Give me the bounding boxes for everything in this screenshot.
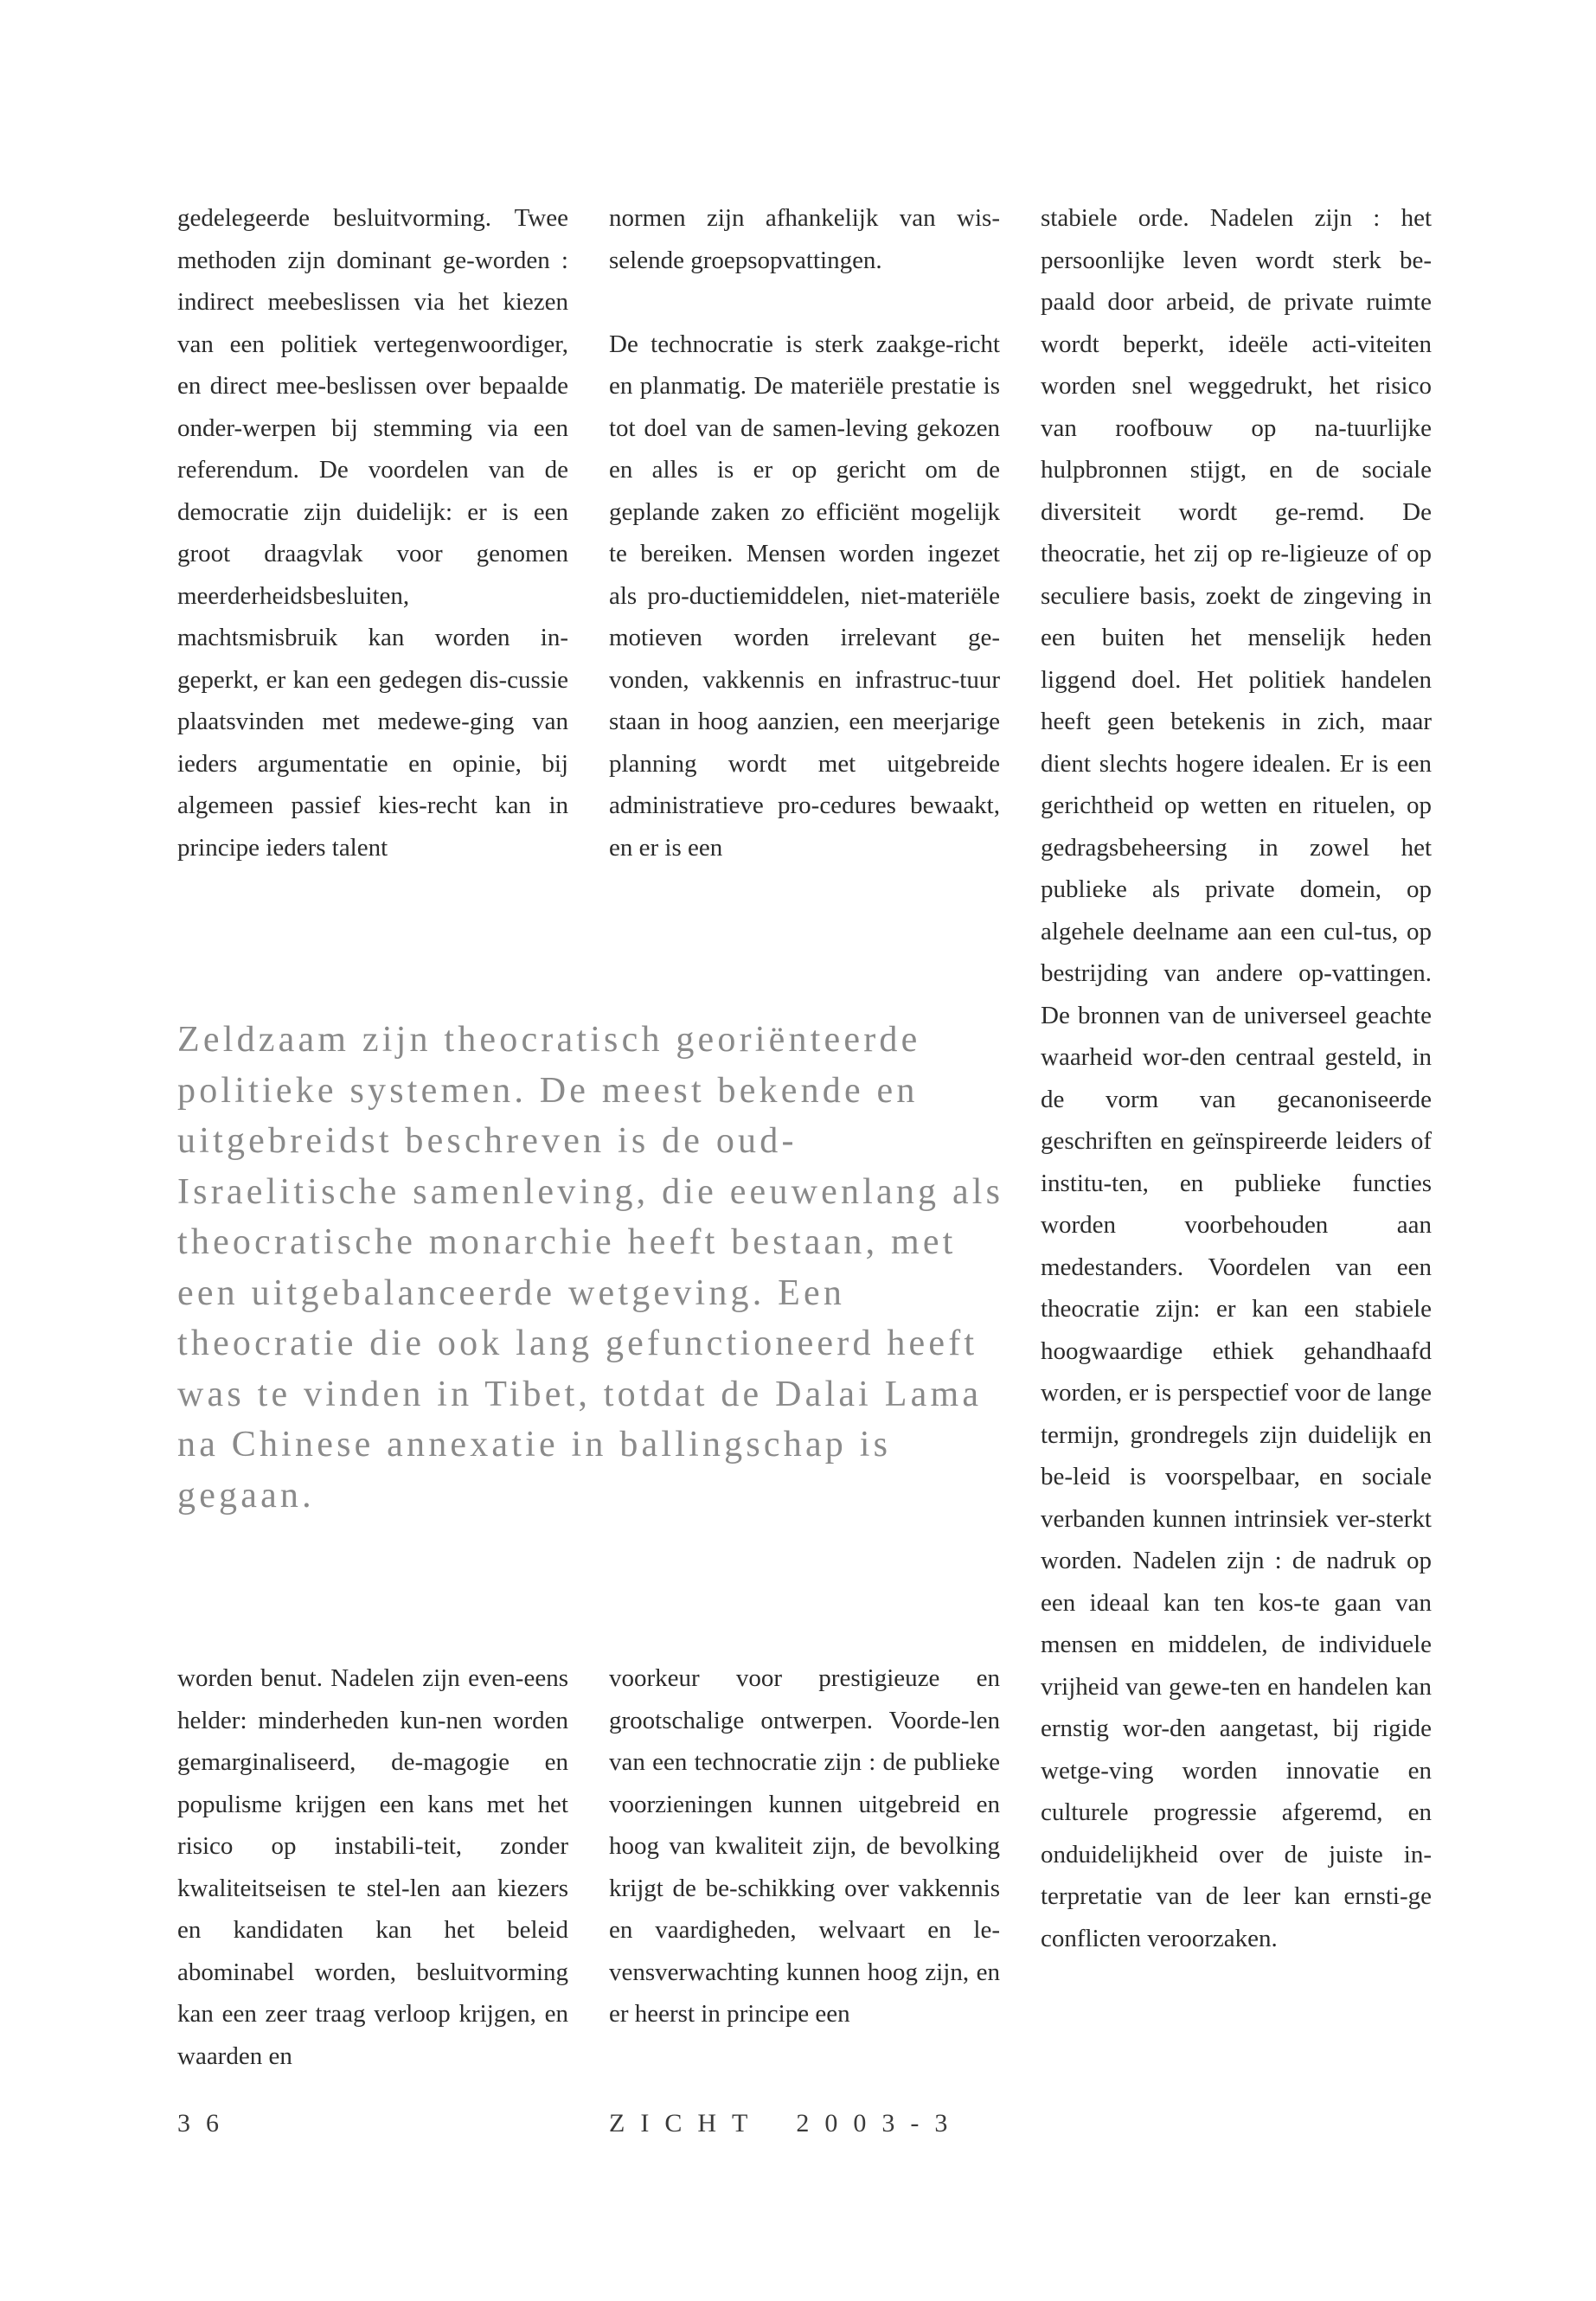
issue-number: 2003-3 xyxy=(796,2109,964,2138)
pull-quote: Zeldzaam zijn theocratisch georiënteerde politieke systemen. De meest bekende en uitgebreidst beschreven is de oud-Israelitische samenleving, die eeuwenlang als theocratische monarchie heeft bestaan, met een uitgebalanceerde wetgeving. Een theocratie die ook lang gefunctioneerd heeft was te vinden in Tibet, totdat de Dalai Lama na Chinese annexatie in ballingschap is gegaan. xyxy=(177,1020,1004,1516)
magazine-name: ZICHT xyxy=(609,2109,764,2138)
body-paragraph: voorkeur voor prestigieuze en grootschalige ontwerpen. Voorde-len van een technocratie zijn : de publieke voorzieningen kunnen uitgebreid en hoog van kwaliteit zijn, de bevolking krijgt de be-schikking over vakkennis en vaardigheden, welvaart en le-vensverwachting kunnen hoog zijn, en er heerst in principe een xyxy=(609,1664,1000,2028)
running-footer xyxy=(609,2109,963,2138)
text-column-1-top xyxy=(177,197,568,868)
text-column-3 xyxy=(1041,197,1432,1959)
page-number: 36 xyxy=(177,2109,234,2138)
body-paragraph: worden benut. Nadelen zijn even-eens helder: minderheden kun-nen worden gemarginaliseerd, de-magogie en populisme krijgen een kans met het risico op instabili-teit, zonder kwaliteitseisen te stel-len aan kiezers en kandidaten kan het beleid abominabel worden, besluitvorming kan een zeer traag verloop krijgen, en waarden en xyxy=(177,1664,568,2070)
body-paragraph: normen zijn afhankelijk van wis-selende groepsopvattingen. xyxy=(609,204,1000,274)
text-column-2-bottom xyxy=(609,1657,1000,2035)
text-column-1-bottom xyxy=(177,1657,568,2077)
text-column-2-top xyxy=(609,197,1000,868)
body-paragraph: stabiele orde. Nadelen zijn : het persoonlijke leven wordt sterk be-paald door arbeid, de private ruimte wordt beperkt, ideële acti-viteiten worden snel weggedrukt, het risico van roofbouw op na-tuurlijke hulpbronnen stijgt, en de sociale diversiteit wordt ge-remd. De theocratie, het zij op re-ligieuze of op seculiere basis, zoekt de zingeving in een buiten het menselijk heden liggend doel. Het politiek handelen heeft geen betekenis in zich, maar dient slechts hogere idealen. Er is een gerichtheid op wetten en rituelen, op gedragsbeheersing in zowel het publieke als private domein, op algehele deelname aan een cul-tus, op bestrijding van andere op-vattingen. De bronnen van de universeel geachte waarheid wor-den centraal gesteld, in de vorm van gecanoniseerde geschriften en geïnspireerde leiders of institu-ten, en publieke functies worden voorbehouden aan medestanders. Voordelen van een theocratie zijn: er kan een stabiele hoogwaardige ethiek gehandhaafd worden, er is perspectief voor de lange termijn, grondregels zijn duidelijk en be-leid is voorspelbaar, en sociale verbanden kunnen intrinsiek ver-sterkt worden. Nadelen zijn : de nadruk op een ideaal kan ten kos-te gaan van mensen en middelen, de individuele vrijheid van gewe-ten en handelen kan ernstig wor-den aangetast, bij rigide wetge-ving worden innovatie en culturele progressie afgeremd, en onduidelijkheid over de juiste in-terpretatie van de leer kan ernsti-ge conflicten veroorzaken. xyxy=(1041,204,1432,1952)
body-paragraph: De technocratie is sterk zaakge-richt en planmatig. De materiële prestatie is tot doel van de samen-leving gekozen en alles is er op gericht om de geplande zaken zo efficiënt mogelijk te bereiken. Mensen worden ingezet als pro-ductiemiddelen, niet-materiële motieven worden irrelevant ge-vonden, vakkennis en infrastruc-tuur staan in hoog aanzien, een meerjarige planning wordt met uitgebreide administratieve pro-cedures bewaakt, en er is een xyxy=(609,330,1000,862)
body-paragraph: gedelegeerde besluitvorming. Twee methoden zijn dominant ge-worden : indirect meebeslissen via het kiezen van een politiek vertegenwoordiger, en direct mee-beslissen over bepaalde onder-werpen bij stemming via een referendum. De voordelen van de democratie zijn duidelijk: er is een groot draagvlak voor genomen meerderheidsbesluiten, machtsmisbruik kan worden in-geperkt, er kan een gedegen dis-cussie plaatsvinden met medewe-ging van ieders argumentatie en opinie, bij algemeen passief kies-recht kan in principe ieders talent xyxy=(177,204,568,862)
